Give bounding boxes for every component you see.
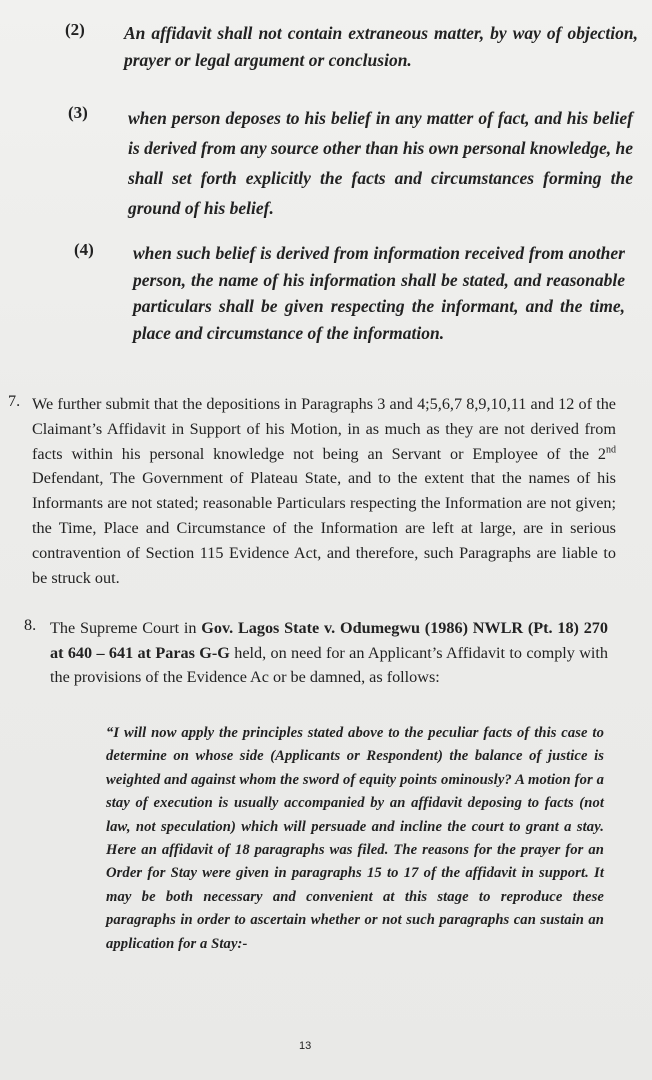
item-8-text bbox=[50, 616, 608, 690]
item-7-text bbox=[32, 392, 616, 590]
subparagraph-text: An affidavit shall not contain extraneous matter, by way of objection, prayer or legal argument or conclusion. bbox=[124, 23, 638, 70]
item-8-text-part: The Supreme Court in bbox=[50, 619, 202, 637]
subparagraph-text: when such belief is derived from information received from another person, the name of his information shall be stated, and reasonable particulars shall be given respecting the informant, and the time, place and circumstance of the information. bbox=[133, 243, 625, 343]
superscript: nd bbox=[606, 444, 616, 456]
subparagraph-number: (2) bbox=[65, 20, 85, 39]
subparagraph-text: when person deposes to his belief in any matter of fact, and his belief is derived from any source other than his own personal knowledge, he shall set forth explicitly the facts and circumstances forming the ground of his belief. bbox=[128, 108, 633, 218]
subparagraph-number: (3) bbox=[68, 103, 88, 122]
subparagraph-number: (4) bbox=[74, 240, 94, 259]
quoted-judgment: “I will now apply the principles stated above to the peculiar facts of this case to determine on whose side (Applicants or Respondent) the balance of justice is weighted and against whom the sword of equity points ominously? A motion for a stay of execution is usually accompanied by an affidavit deposing to facts (not law, not speculation) which will persuade and incline the court to grant a stay. Here an affidavit of 18 paragraphs was filed. The reasons for the prayer for an Order for Stay were given in paragraphs 15 to 17 of the affidavit in support. It may be both necessary and convenient at this stage to reproduce these paragraphs in order to ascertain whether or not such paragraphs can sustain an application for a Stay:- bbox=[106, 725, 604, 952]
item-7-text-part: Defendant, The Government of Plateau State, and to the extent that the names of his Informants are not stated; reasonable Particulars respecting the Information are not given; the Time, Place and Circumstance of the Information are left at large, are in serious contravention of Section 115 Evidence Act, and therefore, such Paragraphs are liable to be struck out. bbox=[32, 469, 616, 587]
item-number: 8. bbox=[24, 616, 37, 634]
case-citation: Gov. Lagos State v. Odumegwu (1986) NWLR (Pt. 18) 270 at 640 – 641 at Paras G-G bbox=[50, 619, 608, 662]
page-number: 13 bbox=[299, 1040, 312, 1052]
item-8-text-part: held, on need for an Applicant’s Affidavit to comply with the provisions of the Evidence Ac or be damned, as follows: bbox=[50, 643, 609, 686]
item-number: 7. bbox=[8, 392, 21, 410]
item-7-text-part: We further submit that the depositions in Paragraphs 3 and 4;5,6,7 8,9,10,11 and 12 of the Claimant’s Affidavit in Support of his Motion, in as much as they are not derived from facts within his personal knowledge not being an Servant or Employee of the 2 bbox=[32, 395, 616, 463]
